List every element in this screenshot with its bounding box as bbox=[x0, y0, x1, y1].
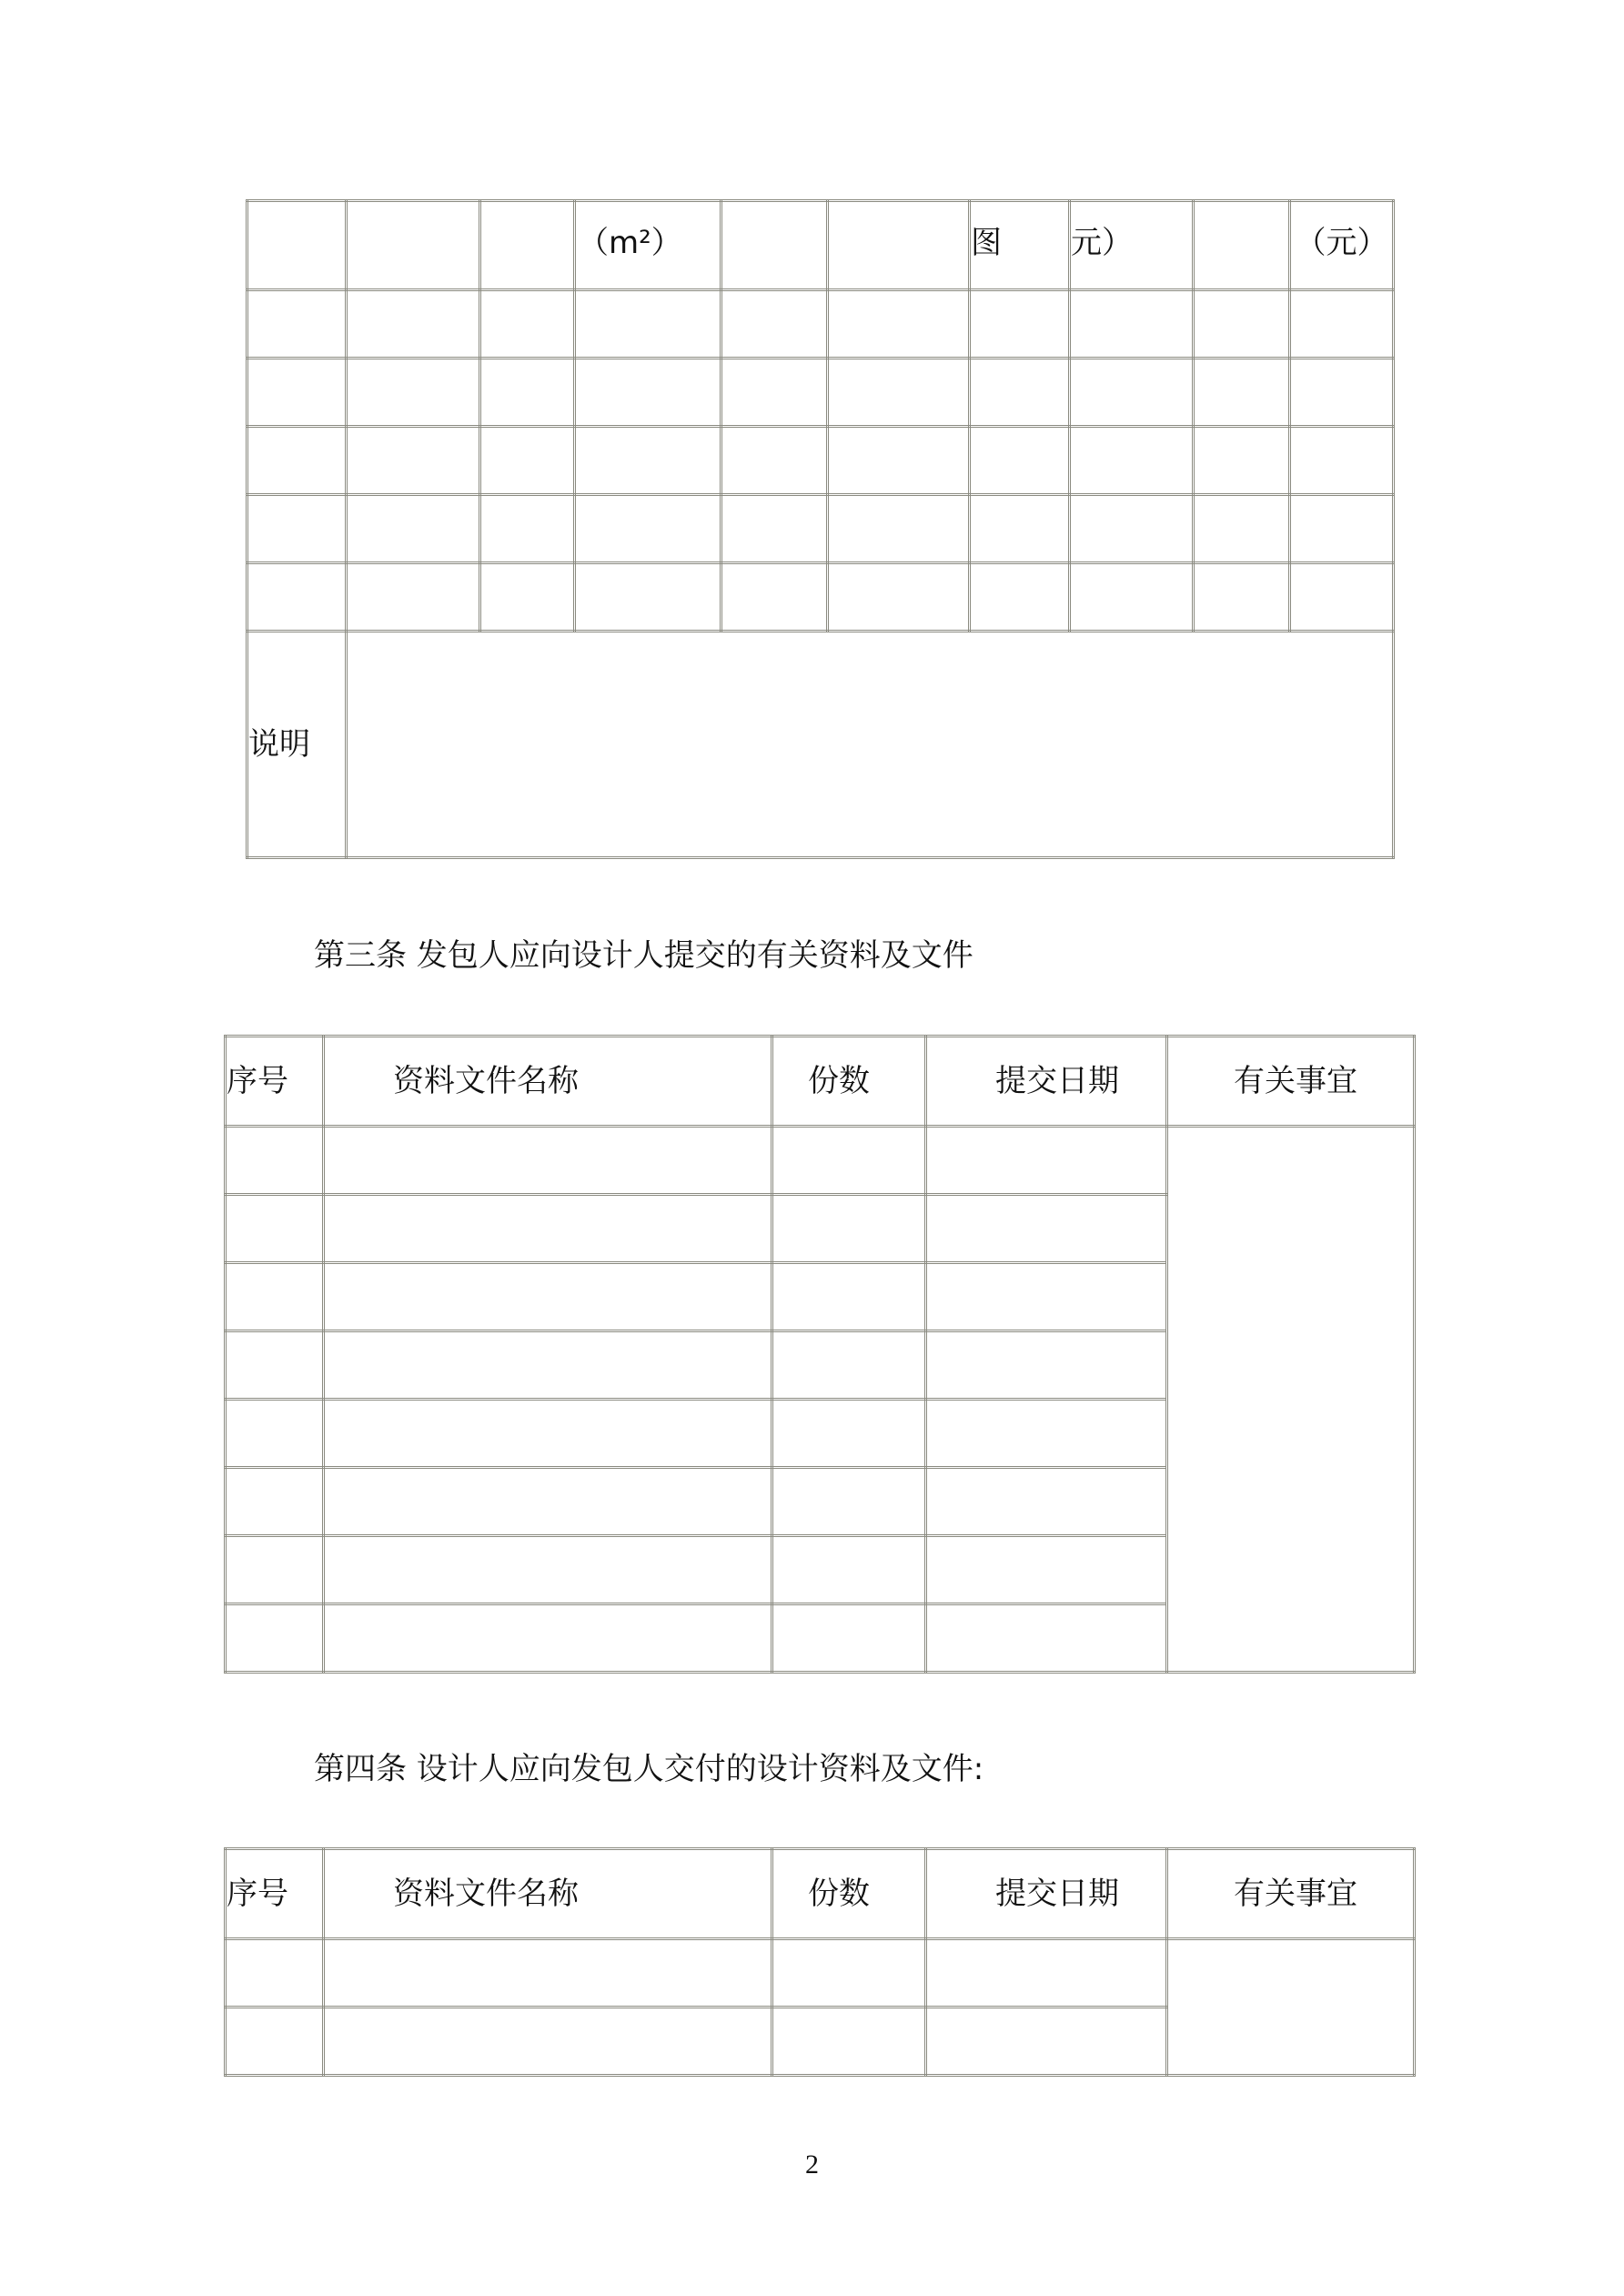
note-field[interactable] bbox=[347, 632, 1394, 858]
header-submit-date: 提交日期 bbox=[926, 1037, 1167, 1127]
copies-cell[interactable] bbox=[772, 1195, 926, 1263]
submit-date-cell[interactable] bbox=[926, 1604, 1167, 1673]
serial-cell[interactable] bbox=[226, 1468, 324, 1536]
table-cell[interactable] bbox=[247, 359, 347, 427]
table-row bbox=[247, 495, 1394, 563]
table-cell[interactable] bbox=[480, 290, 575, 359]
table-cell[interactable] bbox=[247, 495, 347, 563]
serial-cell[interactable] bbox=[226, 1604, 324, 1673]
header-document-name: 资料文件名称 bbox=[324, 1849, 772, 1939]
table-cell[interactable] bbox=[575, 563, 721, 632]
table-cell[interactable] bbox=[1194, 290, 1290, 359]
submit-date-cell[interactable] bbox=[926, 1939, 1167, 2008]
table-cell[interactable] bbox=[1194, 427, 1290, 495]
table-cell[interactable] bbox=[721, 563, 828, 632]
table-cell[interactable] bbox=[1290, 563, 1394, 632]
header-cell-5 bbox=[721, 201, 828, 290]
table-cell[interactable] bbox=[247, 290, 347, 359]
table-cell[interactable] bbox=[347, 563, 480, 632]
table-cell[interactable] bbox=[480, 359, 575, 427]
table-row bbox=[247, 290, 1394, 359]
serial-cell[interactable] bbox=[226, 2008, 324, 2076]
section4-heading: 第四条 设计人应向发包人交付的设计资料及文件: bbox=[314, 1751, 984, 1787]
table-cell[interactable] bbox=[970, 427, 1070, 495]
table-cell[interactable] bbox=[347, 495, 480, 563]
header-cell-yuan: 元） bbox=[1070, 201, 1194, 290]
table-cell[interactable] bbox=[1290, 359, 1394, 427]
table-cell[interactable] bbox=[1070, 359, 1194, 427]
table-cell[interactable] bbox=[575, 427, 721, 495]
table-row bbox=[226, 1127, 1415, 1195]
table-cell[interactable] bbox=[480, 427, 575, 495]
table-cell[interactable] bbox=[1070, 495, 1194, 563]
copies-cell[interactable] bbox=[772, 1939, 926, 2008]
client-documents-table bbox=[224, 1035, 1416, 1674]
submit-date-cell[interactable] bbox=[926, 1127, 1167, 1195]
document-name-cell[interactable] bbox=[324, 1400, 772, 1468]
submit-date-cell[interactable] bbox=[926, 1195, 1167, 1263]
table-cell[interactable] bbox=[480, 563, 575, 632]
header-copies: 份数 bbox=[772, 1037, 926, 1127]
table-cell[interactable] bbox=[575, 495, 721, 563]
table-header-row bbox=[226, 1037, 1415, 1127]
table-cell[interactable] bbox=[480, 495, 575, 563]
table-header-row bbox=[247, 201, 1394, 290]
header-submit-date: 提交日期 bbox=[926, 1849, 1167, 1939]
copies-cell[interactable] bbox=[772, 1400, 926, 1468]
table-cell[interactable] bbox=[1194, 563, 1290, 632]
submit-date-cell[interactable] bbox=[926, 2008, 1167, 2076]
header-cell-3 bbox=[480, 201, 575, 290]
note-label: 说明 bbox=[247, 632, 347, 858]
copies-cell[interactable] bbox=[772, 1127, 926, 1195]
serial-cell[interactable] bbox=[226, 1127, 324, 1195]
document-name-cell[interactable] bbox=[324, 1536, 772, 1604]
table-cell[interactable] bbox=[970, 290, 1070, 359]
serial-cell[interactable] bbox=[226, 1331, 324, 1400]
table-cell[interactable] bbox=[721, 427, 828, 495]
remarks-cell[interactable] bbox=[1167, 1127, 1415, 1673]
document-name-cell[interactable] bbox=[324, 1331, 772, 1400]
table-cell[interactable] bbox=[1290, 290, 1394, 359]
submit-date-cell[interactable] bbox=[926, 1536, 1167, 1604]
table-cell[interactable] bbox=[828, 495, 970, 563]
table-cell[interactable] bbox=[1194, 359, 1290, 427]
document-name-cell[interactable] bbox=[324, 1939, 772, 2008]
header-remarks: 有关事宜 bbox=[1167, 1037, 1415, 1127]
table-cell[interactable] bbox=[828, 359, 970, 427]
table-cell[interactable] bbox=[970, 495, 1070, 563]
header-copies: 份数 bbox=[772, 1849, 926, 1939]
table-cell[interactable] bbox=[721, 495, 828, 563]
table-row bbox=[247, 563, 1394, 632]
table-row bbox=[247, 427, 1394, 495]
table-cell[interactable] bbox=[721, 359, 828, 427]
submit-date-cell[interactable] bbox=[926, 1263, 1167, 1331]
header-cell-6 bbox=[828, 201, 970, 290]
table-cell[interactable] bbox=[828, 427, 970, 495]
table-cell[interactable] bbox=[970, 563, 1070, 632]
area-unit-label: （m²） bbox=[578, 225, 682, 261]
submit-date-cell[interactable] bbox=[926, 1400, 1167, 1468]
table-cell[interactable] bbox=[1070, 427, 1194, 495]
remarks-cell[interactable] bbox=[1167, 1939, 1415, 2076]
document-name-cell[interactable] bbox=[324, 1195, 772, 1263]
table-cell[interactable] bbox=[1070, 563, 1194, 632]
header-cell-2 bbox=[347, 201, 480, 290]
document-name-cell[interactable] bbox=[324, 1468, 772, 1536]
table-cell[interactable] bbox=[1070, 290, 1194, 359]
table-cell[interactable] bbox=[247, 427, 347, 495]
table-cell[interactable] bbox=[970, 359, 1070, 427]
document-name-cell[interactable] bbox=[324, 2008, 772, 2076]
table-cell[interactable] bbox=[721, 290, 828, 359]
copies-cell[interactable] bbox=[772, 1331, 926, 1400]
serial-cell[interactable] bbox=[226, 1939, 324, 2008]
table-cell[interactable] bbox=[1194, 495, 1290, 563]
table-row bbox=[226, 1939, 1415, 2008]
header-serial: 序号 bbox=[226, 1037, 324, 1127]
document-name-cell[interactable] bbox=[324, 1127, 772, 1195]
table-cell[interactable] bbox=[347, 359, 480, 427]
table-cell[interactable] bbox=[347, 427, 480, 495]
copies-cell[interactable] bbox=[772, 1263, 926, 1331]
serial-cell[interactable] bbox=[226, 1263, 324, 1331]
table-cell[interactable] bbox=[575, 290, 721, 359]
copies-cell[interactable] bbox=[772, 1536, 926, 1604]
table-cell[interactable] bbox=[575, 359, 721, 427]
submit-date-cell[interactable] bbox=[926, 1331, 1167, 1400]
serial-cell[interactable] bbox=[226, 1536, 324, 1604]
fee-table bbox=[246, 199, 1395, 859]
table-row bbox=[247, 359, 1394, 427]
header-cell-total-yuan: （元） bbox=[1290, 201, 1394, 290]
header-serial: 序号 bbox=[226, 1849, 324, 1939]
copies-cell[interactable] bbox=[772, 1604, 926, 1673]
copies-cell[interactable] bbox=[772, 1468, 926, 1536]
header-cell-1 bbox=[247, 201, 347, 290]
table-header-row bbox=[226, 1849, 1415, 1939]
designer-deliverables-table bbox=[224, 1847, 1416, 2077]
header-cell-area-unit bbox=[575, 201, 721, 290]
document-name-cell[interactable] bbox=[324, 1263, 772, 1331]
header-remarks: 有关事宜 bbox=[1167, 1849, 1415, 1939]
header-document-name: 资料文件名称 bbox=[324, 1037, 772, 1127]
table-cell[interactable] bbox=[828, 290, 970, 359]
table-cell[interactable] bbox=[1290, 427, 1394, 495]
section3-heading: 第三条 发包人应向设计人提交的有关资料及文件 bbox=[314, 937, 973, 974]
table-cell[interactable] bbox=[347, 290, 480, 359]
table-cell[interactable] bbox=[247, 563, 347, 632]
note-row bbox=[247, 632, 1394, 858]
page-number: 2 bbox=[805, 2149, 819, 2180]
serial-cell[interactable] bbox=[226, 1195, 324, 1263]
header-cell-drawing: 图 bbox=[970, 201, 1070, 290]
copies-cell[interactable] bbox=[772, 2008, 926, 2076]
table-cell[interactable] bbox=[828, 563, 970, 632]
header-cell-9 bbox=[1194, 201, 1290, 290]
document-name-cell[interactable] bbox=[324, 1604, 772, 1673]
table-cell[interactable] bbox=[1290, 495, 1394, 563]
submit-date-cell[interactable] bbox=[926, 1468, 1167, 1536]
serial-cell[interactable] bbox=[226, 1400, 324, 1468]
